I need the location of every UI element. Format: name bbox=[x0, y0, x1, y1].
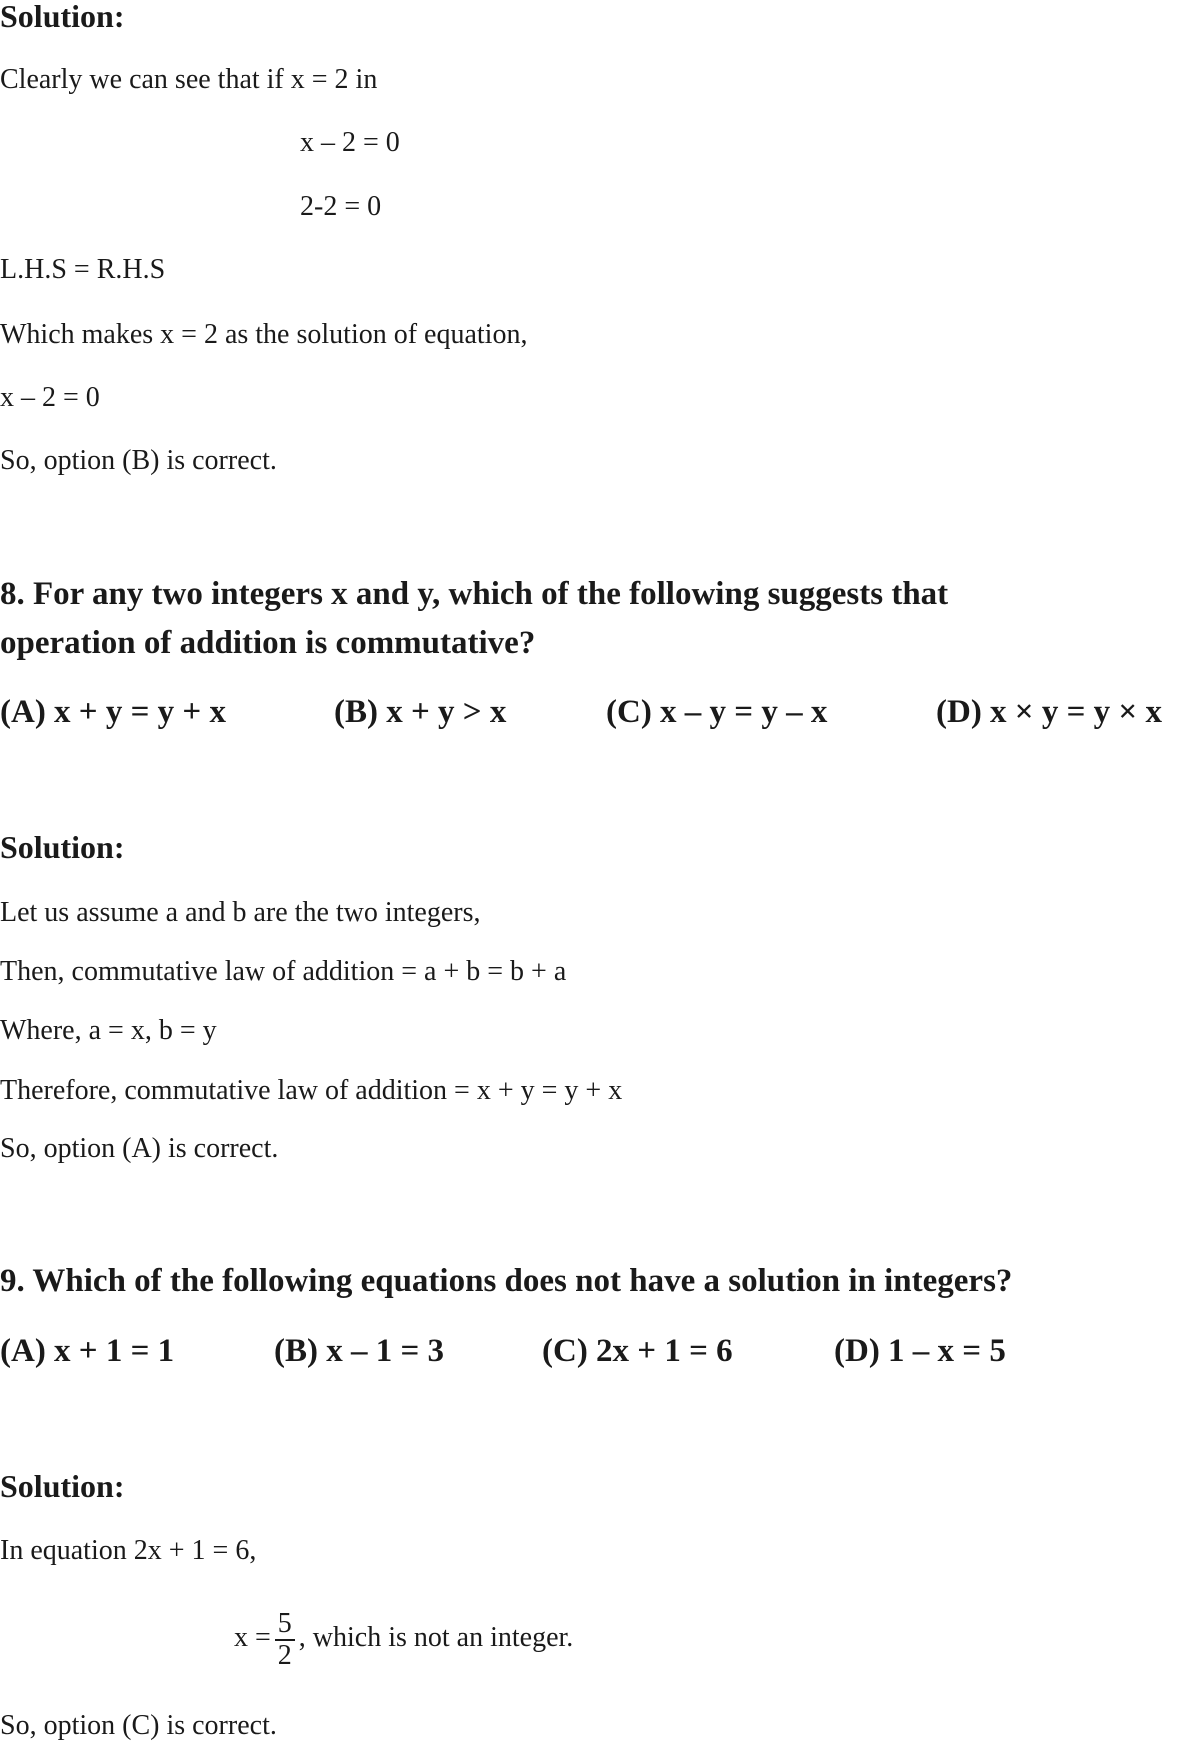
solution-conclusion: So, option (C) is correct. bbox=[0, 1710, 277, 1741]
option-b: (B) x + y > x bbox=[334, 694, 507, 730]
solution-line: Therefore, commutative law of addition = x + y = y + x bbox=[0, 1075, 623, 1106]
fraction bbox=[275, 1609, 295, 1671]
option-a: (A) x + y = y + x bbox=[0, 694, 226, 730]
solution-line: Let us assume a and b are the two integers, bbox=[0, 897, 481, 928]
option-b: (B) x – 1 = 3 bbox=[274, 1333, 445, 1369]
denominator: 2 bbox=[277, 1639, 292, 1671]
question-8-text: operation of addition is commutative? bbox=[0, 625, 536, 661]
solution-line: Clearly we can see that if x = 2 in bbox=[0, 64, 378, 95]
option-a: (A) x + 1 = 1 bbox=[0, 1333, 175, 1369]
equation-line: x – 2 = 0 bbox=[0, 382, 100, 413]
solution-line: Where, a = x, b = y bbox=[0, 1015, 217, 1046]
question-9-text: 9. Which of the following equations does not have a solution in integers? bbox=[0, 1263, 1013, 1299]
solution-line: In equation 2x + 1 = 6, bbox=[0, 1535, 257, 1566]
equation-line: x – 2 = 0 bbox=[300, 127, 400, 158]
solution-heading: Solution: bbox=[0, 829, 125, 865]
solution-line: L.H.S = R.H.S bbox=[0, 254, 166, 285]
option-c: (C) x – y = y – x bbox=[606, 694, 828, 730]
solution-line: Which makes x = 2 as the solution of equation, bbox=[0, 319, 528, 350]
solution-conclusion: So, option (A) is correct. bbox=[0, 1133, 279, 1164]
solution-heading: Solution: bbox=[0, 0, 125, 34]
fraction-equation bbox=[234, 1603, 573, 1673]
solution-conclusion: So, option (B) is correct. bbox=[0, 445, 277, 476]
equation-line: 2-2 = 0 bbox=[300, 191, 382, 222]
option-d: (D) 1 – x = 5 bbox=[834, 1333, 1006, 1369]
option-c: (C) 2x + 1 = 6 bbox=[542, 1333, 733, 1369]
question-8-text: 8. For any two integers x and y, which of the following suggests that bbox=[0, 576, 949, 612]
equation-lhs: x = bbox=[234, 1622, 271, 1653]
solution-line: Then, commutative law of addition = a + b = b + a bbox=[0, 956, 567, 987]
equation-rest: , which is not an integer. bbox=[298, 1622, 574, 1653]
option-d: (D) x × y = y × x bbox=[936, 694, 1162, 730]
solution-heading: Solution: bbox=[0, 1468, 125, 1504]
numerator: 5 bbox=[277, 1607, 292, 1639]
